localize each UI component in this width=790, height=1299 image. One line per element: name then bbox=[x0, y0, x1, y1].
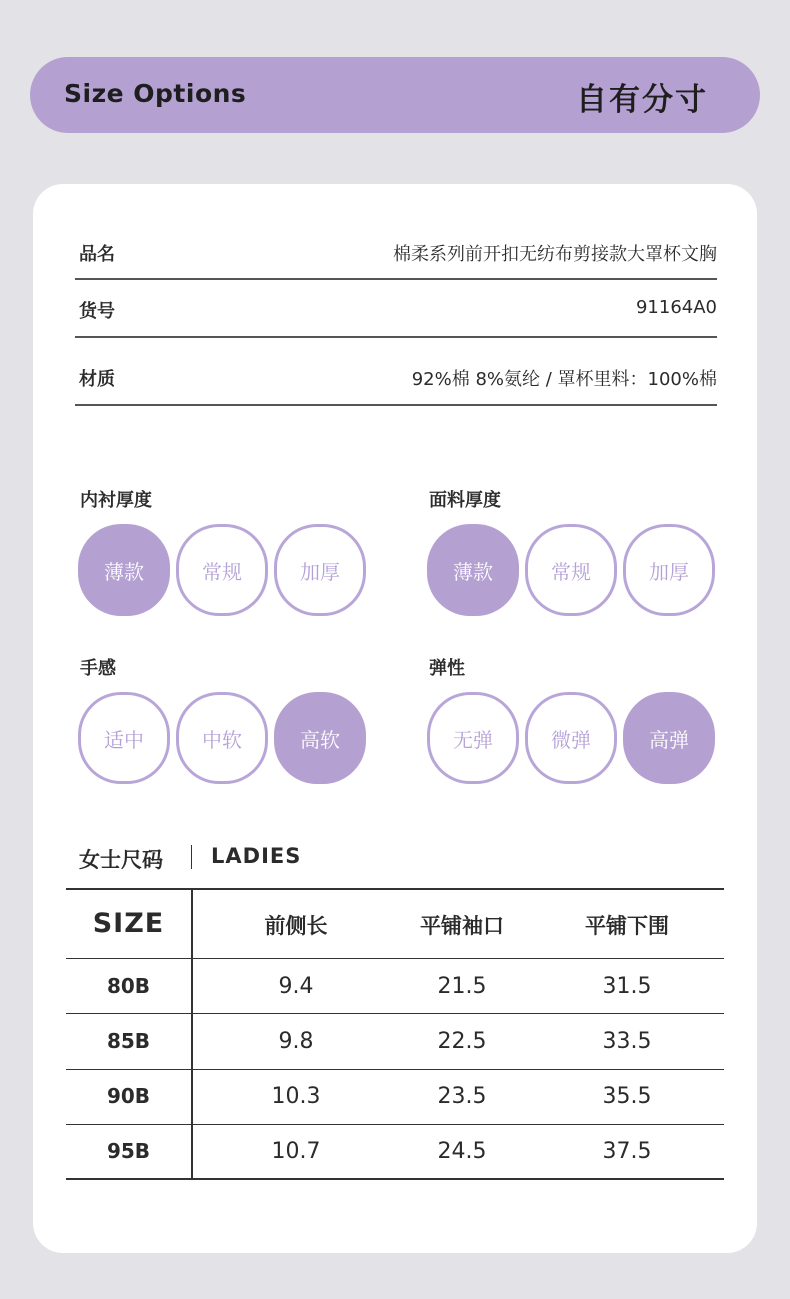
table-cell: 22.5 bbox=[437, 1029, 487, 1054]
option-pill[interactable]: 加厚 bbox=[623, 524, 715, 616]
option-group-title: 内衬厚度 bbox=[80, 490, 152, 511]
content-card bbox=[33, 184, 757, 1253]
table-cell-size: 95B bbox=[106, 1139, 151, 1163]
info-row-sku bbox=[75, 280, 717, 338]
table-cell: 33.5 bbox=[602, 1029, 652, 1054]
option-pill[interactable]: 中软 bbox=[176, 692, 268, 784]
table-cell: 35.5 bbox=[602, 1084, 652, 1109]
table-cell: 10.7 bbox=[271, 1139, 321, 1164]
table-cell: 10.3 bbox=[271, 1084, 321, 1109]
table-cell: 31.5 bbox=[602, 974, 652, 999]
table-cell-size: 80B bbox=[106, 974, 151, 998]
option-pill[interactable]: 常规 bbox=[525, 524, 617, 616]
table-rule bbox=[66, 1013, 724, 1014]
option-pill[interactable]: 微弹 bbox=[525, 692, 617, 784]
table-rule bbox=[66, 1124, 724, 1125]
option-pill-selected[interactable]: 薄款 bbox=[427, 524, 519, 616]
table-cell: 37.5 bbox=[602, 1139, 652, 1164]
option-pill-selected[interactable]: 薄款 bbox=[78, 524, 170, 616]
table-rule bbox=[66, 1069, 724, 1070]
table-cell: 21.5 bbox=[437, 974, 487, 999]
info-value: 91164A0 bbox=[635, 297, 717, 318]
table-rule bbox=[66, 958, 724, 959]
header-title-cn: 自有分寸 bbox=[576, 82, 708, 118]
info-row-material bbox=[75, 338, 717, 406]
header-title-en: Size Options bbox=[64, 79, 247, 108]
option-group-title: 弹性 bbox=[429, 658, 465, 679]
info-value: 棉柔系列前开扣无纺布剪接款大罩杯文胸 bbox=[393, 244, 717, 265]
title-divider bbox=[191, 845, 192, 869]
info-row-name bbox=[75, 224, 717, 280]
option-pill[interactable]: 常规 bbox=[176, 524, 268, 616]
table-cell: 24.5 bbox=[437, 1139, 487, 1164]
table-rule bbox=[66, 1178, 724, 1180]
table-cell: 9.4 bbox=[278, 974, 314, 999]
option-group-title: 面料厚度 bbox=[429, 490, 501, 511]
table-cell-size: 85B bbox=[106, 1029, 151, 1053]
table-header: 平铺袖口 bbox=[420, 914, 504, 938]
info-value: 92%棉 8%氨纶 / 罩杯里料：100%棉 bbox=[411, 369, 717, 390]
header-banner bbox=[30, 57, 760, 133]
size-chart-subtitle: LADIES bbox=[211, 844, 302, 868]
option-pill-selected[interactable]: 高软 bbox=[274, 692, 366, 784]
option-pill-selected[interactable]: 高弹 bbox=[623, 692, 715, 784]
table-cell-size: 90B bbox=[106, 1084, 151, 1108]
table-cell: 23.5 bbox=[437, 1084, 487, 1109]
table-column-divider bbox=[191, 888, 193, 1180]
info-key: 材质 bbox=[79, 369, 115, 390]
table-header: 前侧长 bbox=[264, 914, 328, 938]
option-pill[interactable]: 无弹 bbox=[427, 692, 519, 784]
info-key: 品名 bbox=[79, 244, 115, 265]
option-pill[interactable]: 加厚 bbox=[274, 524, 366, 616]
table-header-size: SIZE bbox=[92, 908, 165, 939]
table-rule bbox=[66, 888, 724, 890]
option-group-title: 手感 bbox=[80, 658, 116, 679]
size-chart-title: 女士尺码 bbox=[79, 848, 163, 872]
table-header: 平铺下围 bbox=[585, 914, 669, 938]
table-cell: 9.8 bbox=[278, 1029, 314, 1054]
info-key: 货号 bbox=[79, 301, 115, 322]
option-pill[interactable]: 适中 bbox=[78, 692, 170, 784]
